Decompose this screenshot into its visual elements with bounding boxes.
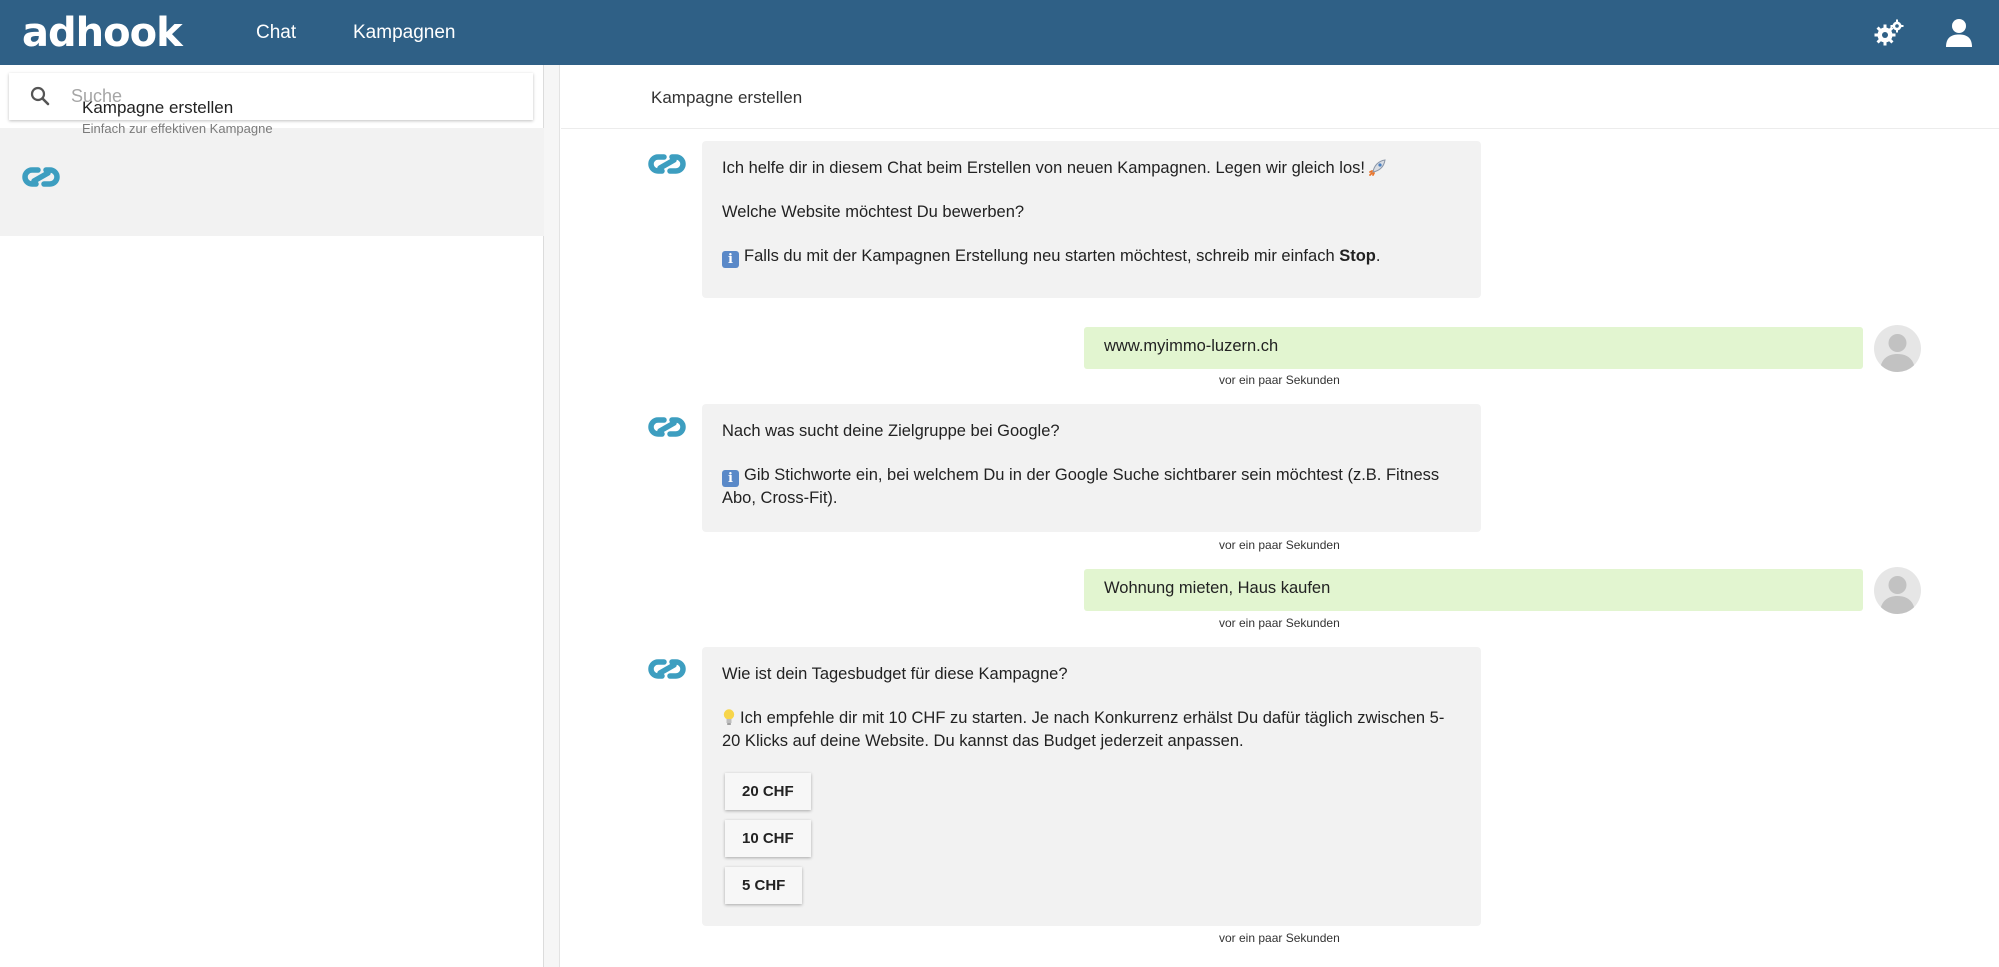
bot-avatar-icon — [644, 146, 690, 182]
bot-message — [702, 647, 1481, 926]
rocket-icon — [1369, 158, 1387, 176]
info-icon: i — [722, 251, 739, 268]
user-icon[interactable] — [1943, 17, 1975, 49]
timestamp: vor ein paar Sekunden — [1219, 538, 1340, 552]
chat-title: Kampagne erstellen — [651, 88, 803, 107]
conversation-item-kampagne-erstellen[interactable] — [0, 128, 544, 236]
chat-header — [561, 65, 1999, 129]
user-avatar — [1874, 325, 1921, 372]
bot-message — [702, 404, 1481, 532]
nav-chat[interactable]: Chat — [256, 22, 297, 43]
timestamp: vor ein paar Sekunden — [1219, 616, 1340, 630]
top-bar — [0, 0, 1999, 65]
budget-option-5-chf[interactable]: 5 CHF — [725, 867, 802, 904]
sidebar-divider — [544, 65, 560, 967]
message-text: Nach was sucht deine Zielgruppe bei Google? — [722, 422, 1060, 440]
message-text: Welche Website möchtest Du bewerben? — [722, 203, 1025, 221]
sidebar — [0, 65, 544, 967]
stop-keyword: Stop — [1339, 247, 1376, 265]
bot-avatar-icon — [644, 651, 690, 687]
budget-options — [722, 773, 1461, 904]
conversation-subtitle: Einfach zur effektiven Kampagne — [82, 121, 273, 136]
budget-option-10-chf[interactable]: 10 CHF — [725, 820, 811, 857]
message-text: Wie ist dein Tagesbudget für diese Kampagne? — [722, 665, 1068, 683]
bot-avatar-icon — [644, 409, 690, 445]
timestamp: vor ein paar Sekunden — [1219, 931, 1340, 945]
info-icon: i — [722, 470, 739, 487]
message-text: Ich empfehle dir mit 10 CHF zu starten. Je nach Konkurrenz erhälst Du dafür täglich zwischen 5-20 Klicks auf deine Website. Du kannst das Budget jederzeit anpassen. — [722, 709, 1445, 750]
conversation-title: Kampagne erstellen — [82, 98, 234, 117]
lightbulb-icon — [722, 708, 736, 726]
budget-option-20-chf[interactable]: 20 CHF — [725, 773, 811, 810]
message-text: . — [1375, 247, 1381, 265]
bot-message — [702, 141, 1481, 298]
gear-icon[interactable] — [1873, 17, 1905, 49]
adhook-chain-icon — [18, 159, 64, 195]
search-icon — [29, 85, 51, 107]
nav-kampagnen[interactable]: Kampagnen — [353, 22, 456, 43]
message-text: Ich helfe dir in diesem Chat beim Erstellen von neuen Kampagnen. Legen wir gleich los! — [722, 159, 1365, 177]
message-text: Gib Stichworte ein, bei welchem Du in der Google Suche sichtbarer sein möchtest (z.B. Fitness Abo, Cross-Fit). — [722, 466, 1440, 507]
adhook-logo[interactable]: adhook — [22, 10, 182, 56]
user-avatar — [1874, 567, 1921, 614]
user-message: Wohnung mieten, Haus kaufen — [1084, 569, 1863, 611]
user-message: www.myimmo-luzern.ch — [1084, 327, 1863, 369]
message-text: Falls du mit der Kampagnen Erstellung neu starten möchtest, schreib mir einfach — [744, 247, 1335, 265]
timestamp: vor ein paar Sekunden — [1219, 373, 1340, 387]
